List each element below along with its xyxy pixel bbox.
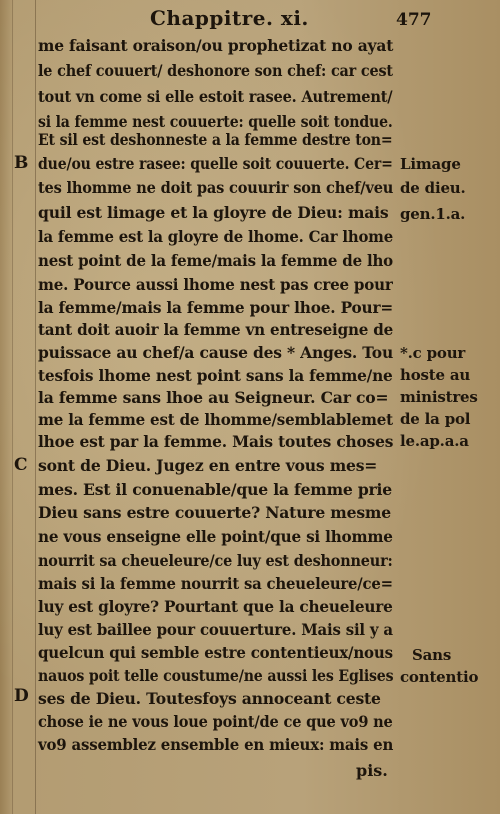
text-line: Et sil est deshonneste a la femme destre ton= [38,130,393,149]
text-line: mais si la femme nourrit sa cheueleure/ce= [38,574,393,593]
text-line: due/ou estre rasee: quelle soit couuerte. Cer= [38,154,393,173]
text-line: quil est limage et la gloyre de Dieu: mais [38,203,389,222]
margin-note: ministres [400,388,478,406]
text-line: mes. Est il conuenable/que la femme prie [38,480,392,499]
text-line: me. Pource aussi lhome nest pas cree pour [38,275,393,294]
text-line: nauos poit telle coustume/ne aussi les Eglises [38,666,394,685]
text-line: luy est gloyre? Pourtant que la cheueleure [38,597,393,616]
text-line: quelcun qui semble estre contentieux/nous [38,643,393,662]
text-line: la femme est la gloyre de lhome. Car lhome [38,227,394,246]
text-line: me faisant oraison/ou prophetizat no ayat [38,36,394,55]
text-line: tant doit auoir la femme vn entreseigne de [38,320,394,339]
section-mark: B [14,153,29,173]
text-line: lhoe est par la femme. Mais toutes choses [38,432,394,451]
section-mark: D [14,686,29,706]
text-line: luy est baillee pour couuerture. Mais sil y a [38,620,393,639]
text-line: si la femme nest couuerte: quelle soit tondue. [38,112,393,131]
margin-rule [35,0,36,814]
text-line: nourrit sa cheueleure/ce luy est deshonneur: [38,551,393,570]
text-line: sont de Dieu. Jugez en entre vous mes= [38,456,378,475]
margin-note: de la pol [400,410,471,428]
text-line: le chef couuert/ deshonore son chef: car cest [38,61,393,80]
text-line: vo9 assemblez ensemble en mieux: mais en [38,735,394,754]
text-line: tout vn come si elle estoit rasee. Autrement/ [38,87,393,106]
text-line: tes lhomme ne doit pas couurir son chef/veu [38,178,394,197]
page-edge-rule [12,0,13,814]
margin-note: Sans [412,646,452,664]
margin-note: *.c pour [400,344,466,362]
text-line: ses de Dieu. Toutesfoys annoceant ceste [38,689,381,708]
running-head: Chappitre. xi. [150,6,309,30]
text-line: ne vous enseigne elle point/que si lhomme [38,527,393,546]
margin-note: hoste au [400,366,471,384]
text-line: Dieu sans estre couuerte? Nature mesme [38,503,391,522]
catchword: pis. [356,761,388,780]
margin-note: Limage [400,155,461,173]
text-line: la femme sans lhoe au Seigneur. Car co= [38,388,389,407]
text-line: la femme/mais la femme pour lhoe. Pour= [38,298,394,317]
folio-number: 477 [396,10,432,30]
margin-note: gen.1.a. [400,205,466,223]
text-line: puissace au chef/a cause des * Anges. Tou [38,343,394,362]
section-mark: C [14,455,28,475]
margin-note: contentio [400,668,479,686]
text-line: me la femme est de lhomme/semblablemet [38,410,393,429]
text-line: chose ie ne vous loue point/de ce que vo9 ne [38,712,393,731]
text-line: nest point de la feme/mais la femme de lho [38,251,393,270]
margin-note: de dieu. [400,179,466,197]
margin-note: le.ap.a.a [400,432,469,450]
text-line: tesfois lhome nest point sans la femme/ne [38,366,393,385]
